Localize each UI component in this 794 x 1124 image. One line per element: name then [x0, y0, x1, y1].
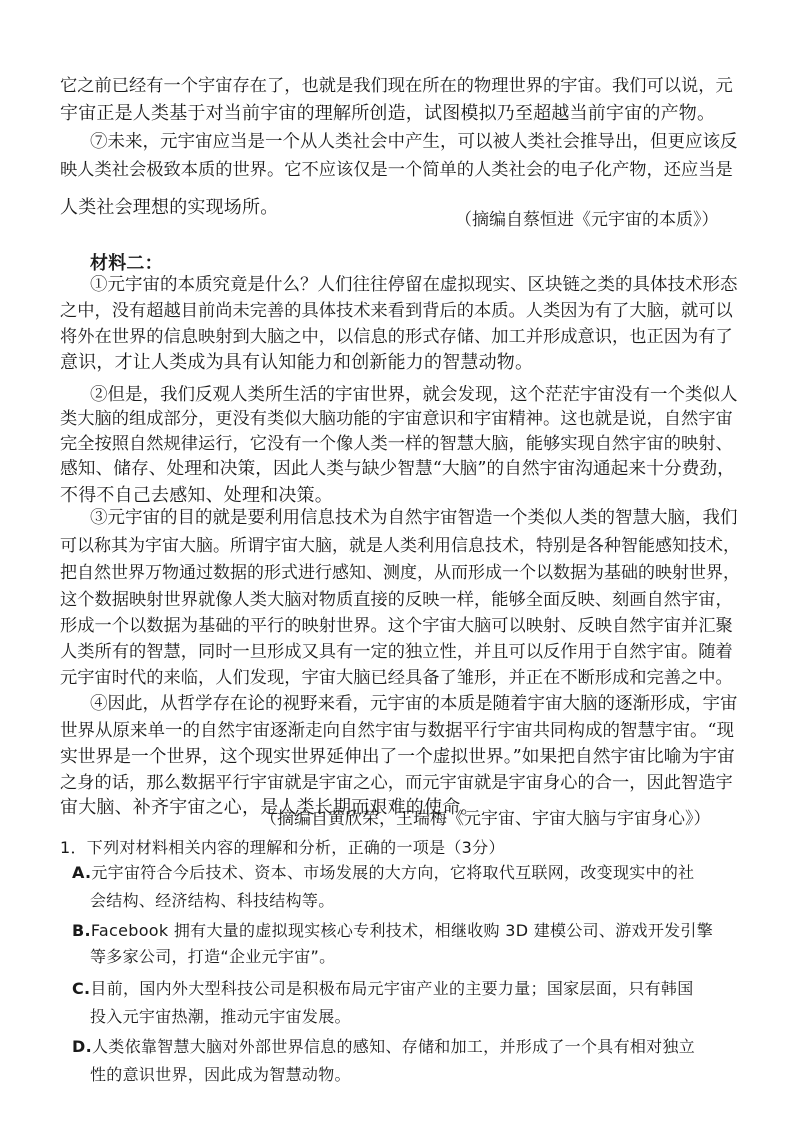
material2-line: 完全按照自然规律运行，它没有一个像人类一样的智慧大脑，能够实现自然宇宙的映射、 — [60, 434, 733, 454]
material2-line: 实世界是一个世界，这个现实世界延伸出了一个虚拟世界。”如果把自然宇宙比喻为宇宙 — [60, 747, 735, 767]
option-d-text: 人类依靠智慧大脑对外部世界信息的感知、存储和加工，并形成了一个具有相对独立 — [91, 1037, 696, 1056]
option-b-text: Facebook 拥有大量的虚拟现实核心专利技术，相继收购 3D 建模公司、游戏开发引擎 — [90, 921, 714, 940]
material2-line: 宙大脑、补齐宇宙之心，是人类长期而艰难的使命。 — [60, 797, 479, 818]
material2-heading: 材料二： — [90, 253, 163, 274]
intro-line: 它之前已经有一个宇宙存在了，也就是我们现在所在的物理世界的宇宙。我们可以说，元 — [60, 76, 733, 96]
material2-line: 不得不自己去感知、处理和决策。 — [60, 485, 333, 506]
option-a-label: A. — [72, 863, 92, 882]
material2-line: 之中，没有超越目前尚未完善的具体技术来看到背后的本质。人类因为有了大脑，就可以 — [60, 301, 733, 321]
intro-line: 人类社会理想的实现场所。 — [60, 197, 279, 218]
material2-line: 这个数据映射世界就像人类大脑对物质直接的反映一样，能够全面反映、刻画自然宇宙， — [60, 590, 733, 610]
option-d-label: D. — [72, 1037, 92, 1056]
material2-paragraph-3: ③元宇宙的目的就是要利用信息技术为自然宇宙智造一个类似人类的智慧大脑，我们 — [90, 508, 738, 528]
option-c-continuation: 投入元宇宙热潮，推动元宇宙发展。 — [90, 1007, 351, 1026]
material2-line: 可以称其为宇宙大脑。所谓宇宙大脑，就是人类利用信息技术，特别是各种智能感知技术， — [60, 536, 740, 556]
material2-line: 感知、储存、处理和决策，因此人类与缺少智慧“大脑”的自然宇宙沟通起来十分费劲， — [60, 459, 735, 479]
material2-paragraph-2: ②但是，我们反观人类所生活的宇宙世界，就会发现，这个茫茫宇宙没有一个类似人 — [90, 385, 738, 405]
option-b-label: B. — [72, 921, 91, 940]
material2-line: 类大脑的组成部分，更没有类似大脑功能的宇宙意识和宇宙精神。这也就是说，自然宇宙 — [60, 409, 733, 429]
material2-line: 世界从原来单一的自然宇宙逐渐走向自然宇宙与数据平行宇宙共同构成的智慧宇宙。“现 — [60, 721, 734, 741]
material2-line: 把自然世界万物通过数据的形式进行感知、测度，从而形成一个以数据为基础的映射世界， — [60, 563, 740, 583]
option-c-text: 目前，国内外大型科技公司是积极布局元宇宙产业的主要力量；国家层面，只有韩国 — [90, 979, 694, 998]
material2-paragraph-1: ①元宇宙的本质究竟是什么？人们往往停留在虚拟现实、区块链之类的具体技术形态 — [90, 275, 738, 295]
option-d-continuation: 性的意识世界，因此成为智慧动物。 — [90, 1065, 351, 1084]
option-b — [72, 920, 713, 942]
material2-line: 意识，才让人类成为具有认知能力和创新能力的智慧动物。 — [60, 352, 534, 373]
intro-paragraph-7: ⑦未来，元宇宙应当是一个从人类社会中产生，可以被人类社会推导出，但更应该反 — [90, 132, 738, 152]
intro-source: （摘编自蔡恒进《元宇宙的本质》） — [455, 210, 719, 230]
material2-paragraph-4: ④因此，从哲学存在论的视野来看，元宇宙的本质是随着宇宙大脑的逐渐形成，宇宙 — [90, 694, 738, 714]
material2-line: 人类所有的智慧，同时一旦形成又具有一定的独立性，并且可以反作用于自然宇宙。随着 — [60, 642, 733, 662]
material2-line: 元宇宙时代的来临，人们发现，宇宙大脑已经具备了雏形，并正在不断形成和完善之中。 — [60, 668, 733, 688]
intro-line: 映人类社会极致本质的世界。它不应该仅是一个简单的人类社会的电子化产物，还应当是 — [60, 160, 733, 180]
intro-line: 宇宙正是人类基于对当前宇宙的理解所创造，试图模拟乃至超越当前宇宙的产物。 — [60, 103, 716, 124]
option-a-text: 元宇宙符合今后技术、资本、市场发展的大方向，它将取代互联网，改变现实中的社 — [91, 863, 695, 882]
option-c-label: C. — [72, 979, 91, 998]
option-d — [72, 1036, 695, 1058]
material2-line: 形成一个以数据为基础的平行的映射世界。这个宇宙大脑可以映射、反映自然宇宙并汇聚 — [60, 616, 733, 636]
question-stem: 1．下列对材料相关内容的理解和分析，正确的一项是（3分） — [60, 838, 505, 857]
option-b-continuation: 等多家公司，打造“企业元宇宙”。 — [90, 947, 336, 966]
material2-source: （摘编自黄欣荣，王瑞梅《元宇宙、宇宙大脑与宇宙身心》） — [260, 809, 711, 829]
material2-line: 之身的话，那么数据平行宇宙就是宇宙之心，而元宇宙就是宇宙身心的合一，因此智造宇 — [60, 773, 733, 793]
option-a — [72, 862, 694, 884]
material2-line: 将外在世界的信息映射到大脑之中，以信息的形式存储、加工并形成意识，也正因为有了 — [60, 327, 733, 347]
option-c — [72, 978, 694, 1000]
option-a-continuation: 会结构、经济结构、科技结构等。 — [90, 891, 335, 910]
